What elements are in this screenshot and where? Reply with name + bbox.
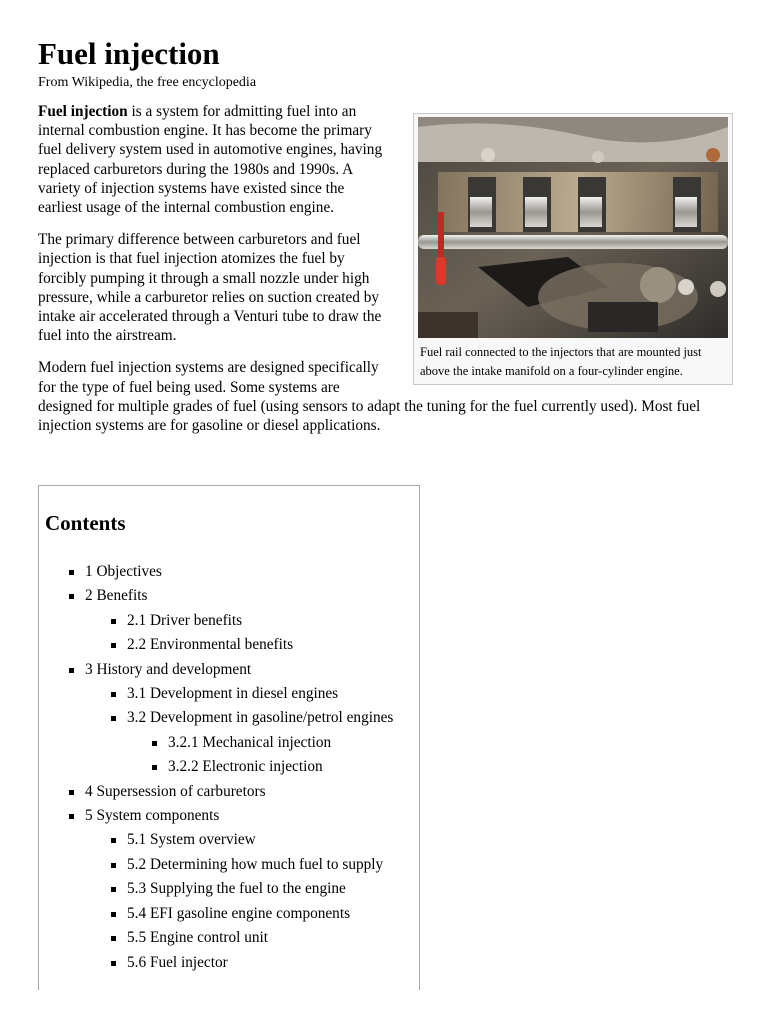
- intro-text: is a system for admitting fuel into an internal combustion engine. It has become the primary fuel delivery system used in automotive engines, having replaced carburetors during the 1980s and 1990s. A variety of injection systems have existed since the earliest usage of the internal combustion engine.: [38, 103, 383, 217]
- toc-item[interactable]: 5.6 Fuel injector: [45, 951, 413, 975]
- toc-item[interactable]: 2.2 Environmental benefits: [45, 633, 413, 657]
- intro-bold-term: Fuel injection: [38, 103, 128, 120]
- toc-item[interactable]: 5.4 EFI gasoline engine components: [45, 902, 413, 926]
- toc-item[interactable]: 4 Supersession of carburetors: [45, 780, 413, 804]
- toc-item[interactable]: 3.2 Development in gasoline/petrol engines: [45, 706, 413, 730]
- article-figure: [413, 113, 733, 385]
- difference-paragraph: The primary difference between carburetors and fuel injection is that fuel injection atomizes the fuel by forcibly pumping it through a small nozzle under high pressure, while a carburetor relies on suction created by intake air accelerated through a Venturi tube to draw the fuel into the airstream.: [38, 231, 382, 345]
- toc-item[interactable]: 5 System components: [45, 804, 413, 828]
- toc-item[interactable]: 5.3 Supplying the fuel to the engine: [45, 877, 413, 901]
- toc-item[interactable]: 3.1 Development in diesel engines: [45, 682, 413, 706]
- toc-list: [45, 560, 413, 975]
- toc-title: Contents: [45, 511, 126, 535]
- page-title: Fuel injection: [38, 36, 220, 71]
- article-page: [38, 34, 738, 971]
- page-subtitle: From Wikipedia, the free encyclopedia: [38, 75, 257, 90]
- engine-photo[interactable]: [418, 117, 728, 338]
- modern-systems-paragraph: Modern fuel injection systems are designed specifically for the type of fuel being used. Some systems are designed for multiple grades of fuel (using sensors to adapt the tuning for the fuel currently used). Most fuel injection systems are for gasoline or diesel applications.: [38, 359, 701, 435]
- toc-item[interactable]: 2 Benefits: [45, 584, 413, 608]
- toc-item[interactable]: 2.1 Driver benefits: [45, 609, 413, 633]
- toc-item[interactable]: 1 Objectives: [45, 560, 413, 584]
- figure-caption: Fuel rail connected to the injectors that are mounted just above the intake manifold on a four-cylinder engine.: [420, 345, 702, 378]
- toc-item[interactable]: 5.2 Determining how much fuel to supply: [45, 853, 413, 877]
- toc-item[interactable]: 5.5 Engine control unit: [45, 926, 413, 950]
- toc-item[interactable]: 5.1 System overview: [45, 828, 413, 852]
- table-of-contents: [38, 485, 420, 990]
- toc-item[interactable]: 3 History and development: [45, 658, 413, 682]
- toc-item[interactable]: 3.2.2 Electronic injection: [45, 755, 413, 779]
- toc-item[interactable]: 3.2.1 Mechanical injection: [45, 731, 413, 755]
